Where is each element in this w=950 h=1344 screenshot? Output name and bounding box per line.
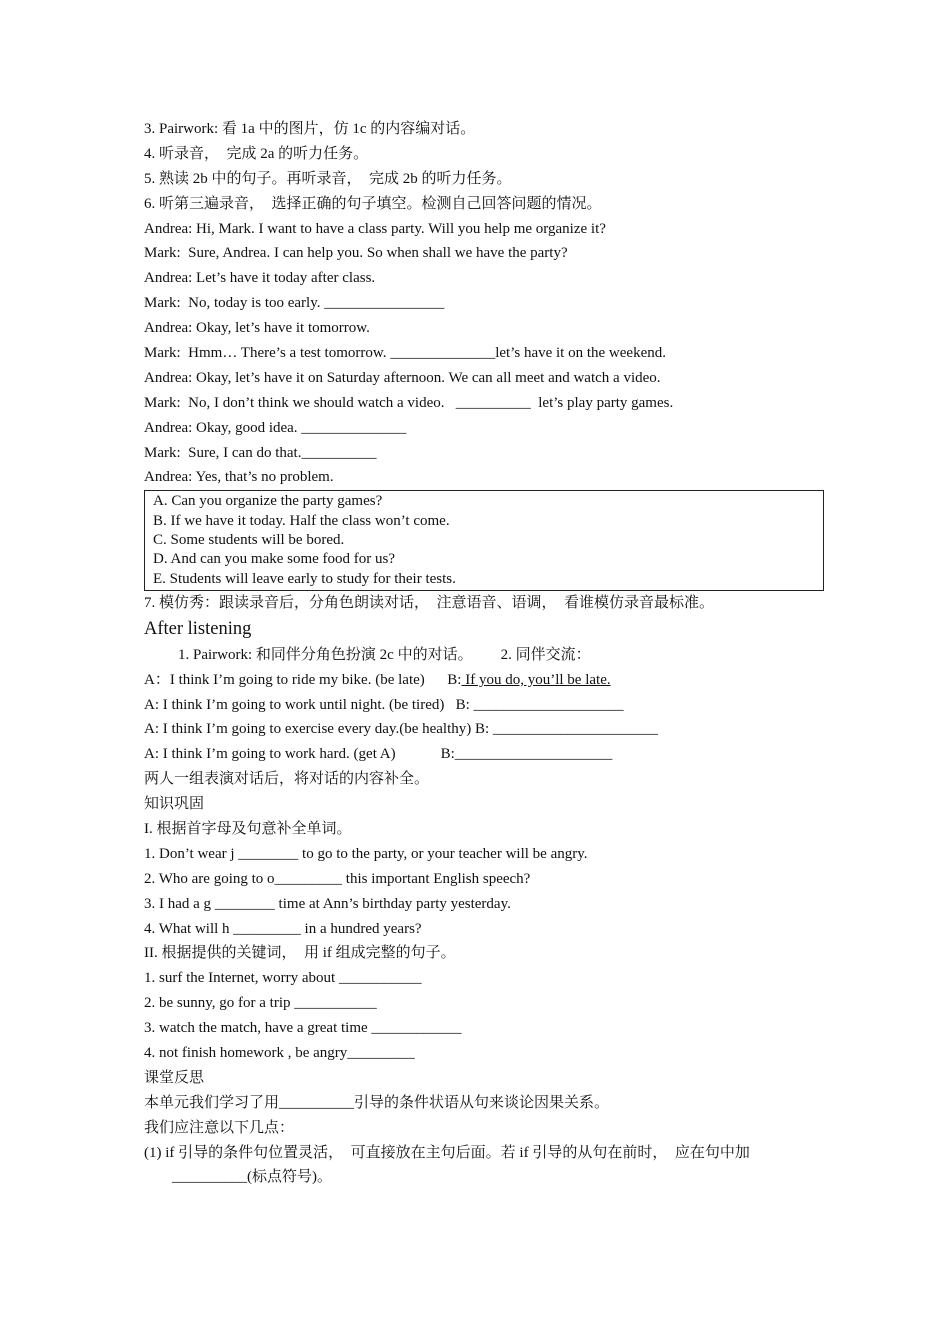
option-e: E. Students will leave early to study for their tests. [153,570,456,587]
reflection-title: 课堂反思 [144,1069,205,1086]
option-a: A. Can you organize the party games? [153,493,383,510]
option-b: B. If we have it today. Half the class won’t come. [153,512,450,529]
dialogue-line: Andrea: Okay, let’s have it on Saturday afternoon. We can all meet and watch a video. [144,369,661,386]
consolidation-title: 知识巩固 [144,796,205,813]
reflection-point-continued: __________(标点符号)。 [172,1169,332,1186]
step-4: 4. 听录音， 完成 2a 的听力任务。 [144,145,369,162]
reflection-point: (1) if 引导的条件句位置灵活， 可直接放在主句后面。若 if 引导的从句在前时， 应在句中加 [144,1144,750,1161]
dialogue-line: Andrea: Okay, good idea. ______________ [144,419,407,436]
dialogue-line: Mark: Sure, Andrea. I can help you. So when shall we have the party? [144,245,568,262]
option-d: D. And can you make some food for us? [153,551,396,568]
exchange-row: A: I think I’m going to exercise every day.(be healthy) B: ______________________ [144,721,658,738]
part1-item: 4. What will h _________ in a hundred years? [144,920,422,937]
exchange-row: A: I think I’m going to work hard. (get A) B:_____________________ [144,746,613,763]
dialogue-line: Andrea: Let’s have it today after class. [144,270,376,287]
worksheet-page [144,117,834,1190]
step-7: 7. 模仿秀：跟读录音后，分角色朗读对话， 注意语音、语调， 看谁模仿录音最标准。 [144,594,715,611]
reflection-line: 我们应注意以下几点： [144,1119,295,1136]
dialogue-line: Andrea: Okay, let’s have it tomorrow. [144,320,370,337]
part2-title: II. 根据提供的关键词， 用 if 组成完整的句子。 [144,945,456,962]
dialogue [144,217,834,491]
after-listening-tasks [144,643,834,668]
exchange-answer: If you do, you’ll be late. [461,671,611,688]
exchange-row: A：I think I’m going to ride my bike. (be late) B: If you do, you’ll be late. [144,671,611,688]
part2-item: 4. not finish homework , be angry_________ [144,1044,415,1061]
part1-item: 2. Who are going to o_________ this important English speech? [144,870,531,887]
option-c: C. Some students will be bored. [153,531,345,548]
part2-item: 1. surf the Internet, worry about ___________ [144,970,422,987]
dialogue-line: Mark: No, I don’t think we should watch a video. __________ let’s play party games. [144,394,674,411]
part2-item: 2. be sunny, go for a trip ___________ [144,995,377,1012]
dialogue-line: Mark: No, today is too early. ________________ [144,295,445,312]
step-5: 5. 熟读 2b 中的句子。再听录音， 完成 2b 的听力任务。 [144,170,512,187]
part1-item: 1. Don’t wear j ________ to go to the party, or your teacher will be angry. [144,845,588,862]
group-note: 两人一组表演对话后，将对话的内容补全。 [144,771,430,788]
options-box [144,490,824,590]
step-3: 3. Pairwork: 看 1a 中的图片，仿 1c 的内容编对话。 [144,121,476,137]
task-pairwork: 1. Pairwork: 和同伴分角色扮演 2c 中的对话。 [178,646,473,663]
task-exchange: 2. 同伴交流： [500,646,591,663]
dialogue-line: Mark: Sure, I can do that.__________ [144,444,377,461]
part1-title: I. 根据首字母及句意补全单词。 [144,820,352,837]
step-6: 6. 听第三遍录音， 选择正确的句子填空。检测自己回答问题的情况。 [144,195,602,212]
part1-item: 3. I had a g ________ time at Ann’s birthday party yesterday. [144,895,511,912]
dialogue-line: Andrea: Hi, Mark. I want to have a class party. Will you help me organize it? [144,220,606,237]
dialogue-line: Mark: Hmm… There’s a test tomorrow. ______________let’s have it on the weekend. [144,345,666,362]
after-listening-heading: After listening [144,618,252,639]
part2-item: 3. watch the match, have a great time ____________ [144,1020,462,1037]
exchange-row: A: I think I’m going to work until night. (be tired) B: ____________________ [144,696,624,713]
dialogue-line: Andrea: Yes, that’s no problem. [144,469,334,486]
reflection-line: 本单元我们学习了用__________引导的条件状语从句来谈论因果关系。 [144,1094,610,1111]
